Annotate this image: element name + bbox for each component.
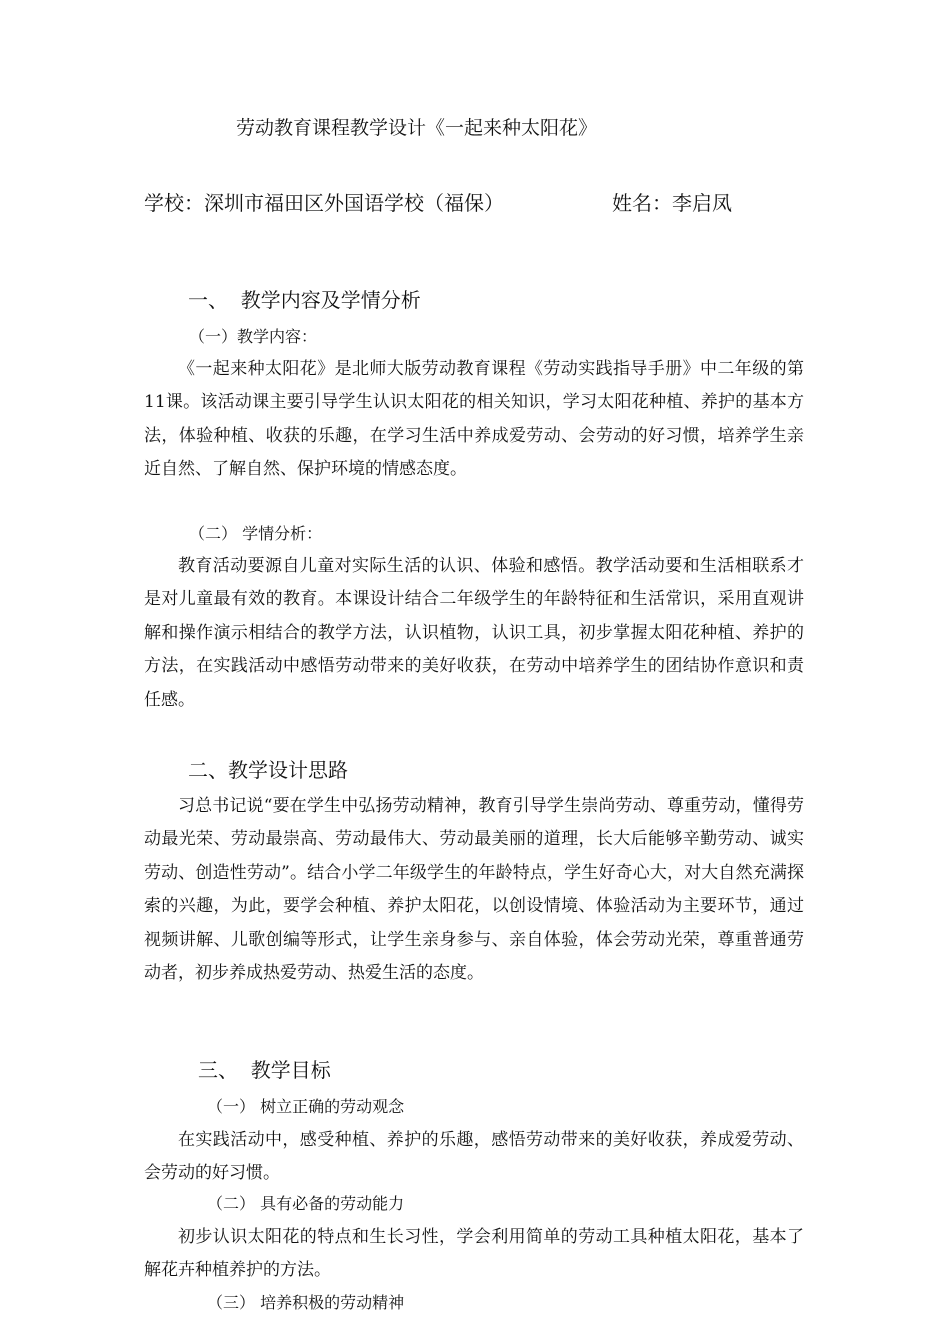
section-1-1-paragraph: 《一起来种太阳花》是北师大版劳动教育课程《劳动实践指导手册》中二年级的第11课。该活动课主要引导学生认识太阳花的相关知识，学习太阳花种植、养护的基本方法，体验种植、收获的乐趣，在学习生活中养成爱劳动、会劳动的好习惯，培养学生亲近自然、了解自然、保护环境的情感态度。 — [144, 359, 804, 480]
section-1-2-heading: （二） 学情分析： — [189, 524, 323, 543]
section-2-heading: 二、教学设计思路 — [188, 758, 348, 782]
section-1-1-heading: （一）教学内容： — [189, 327, 318, 346]
document-title: 劳动教育课程教学设计《一起来种太阳花》 — [236, 117, 598, 139]
section-3-2-paragraph: 初步认识太阳花的特点和生长习性，学会利用简单的劳动工具种植太阳花，基本了解花卉种植养护的方法。 — [144, 1227, 804, 1281]
section-3-2-heading: （二） 具有必备的劳动能力 — [207, 1194, 405, 1213]
section-3-3-heading: （三） 培养积极的劳动精神 — [207, 1293, 405, 1312]
section-1-2-paragraph: 教育活动要源自儿童对实际生活的认识、体验和感悟。教学活动要和生活相联系才是对儿童最有效的教育。本课设计结合二年级学生的年龄特征和生活常识，采用直观讲解和操作演示相结合的教学方法，认识植物，认识工具，初步掌握太阳花种植、养护的方法，在实践活动中感悟劳动带来的美好收获，在劳动中培养学生的团结协作意识和责任感。 — [144, 556, 804, 710]
section-3-1-heading: （一） 树立正确的劳动观念 — [207, 1097, 405, 1116]
section-1-heading: 一、 教学内容及学情分析 — [188, 288, 421, 312]
section-3-1-paragraph: 在实践活动中，感受种植、养护的乐趣，感悟劳动带来的美好收获，养成爱劳动、会劳动的好习惯。 — [144, 1130, 804, 1184]
name-line: 姓名：李启凤 — [612, 191, 732, 215]
section-3-heading: 三、 教学目标 — [198, 1058, 331, 1082]
school-line: 学校：深圳市福田区外国语学校（福保） — [144, 191, 504, 215]
section-2-paragraph: 习总书记说“要在学生中弘扬劳动精神，教育引导学生崇尚劳动、尊重劳动，懂得劳动最光荣、劳动最崇高、劳动最伟大、劳动最美丽的道理，长大后能够辛勤劳动、诚实劳动、创造性劳动”。结合小学二年级学生的年龄特点，学生好奇心大，对大自然充满探索的兴趣，为此，要学会种植、养护太阳花，以创设情境、体验活动为主要环节，通过视频讲解、儿歌创编等形式，让学生亲身参与、亲自体验，体会劳动光荣，尊重普通劳动者，初步养成热爱劳动、热爱生活的态度。 — [144, 796, 804, 984]
